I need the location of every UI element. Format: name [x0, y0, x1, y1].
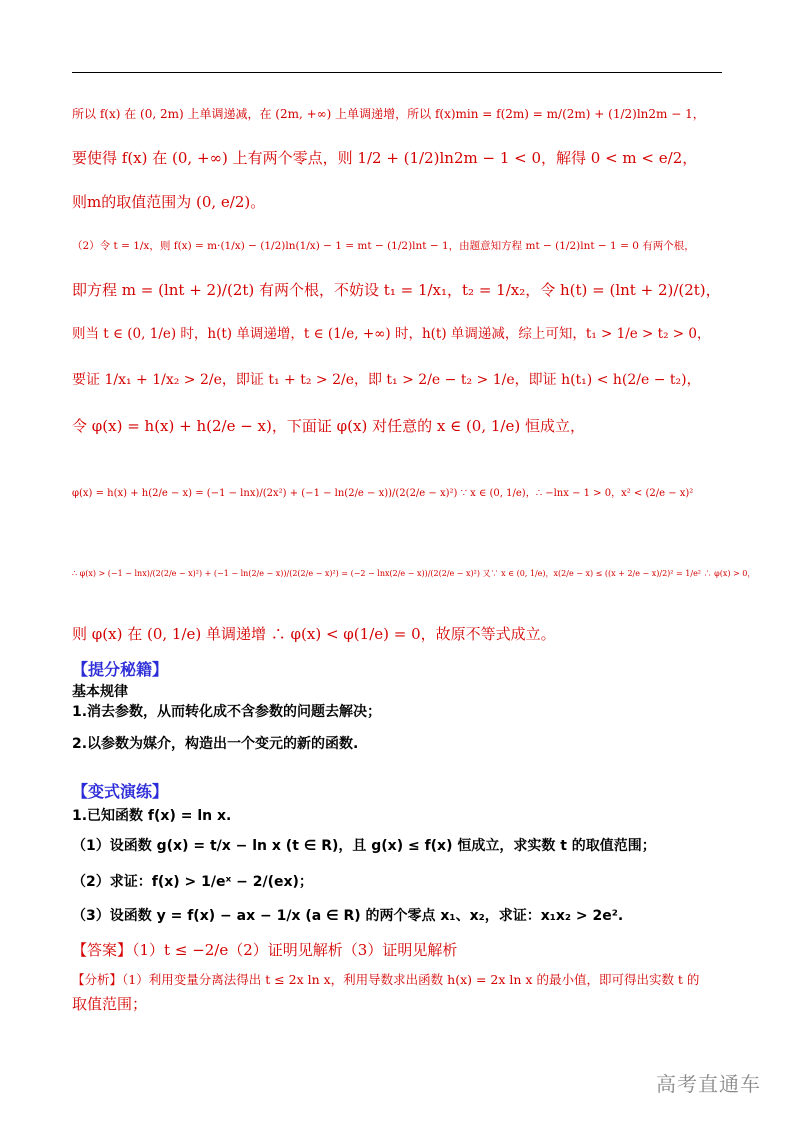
solution-line-3: 则m的取值范围为 (0, e/2)。: [72, 193, 266, 211]
rule-1: 1.消去参数，从而转化成不含参数的问题去解决；: [72, 704, 382, 720]
answer-tag: 【答案】: [72, 941, 133, 959]
question-intro: 1.已知函数 f(x) = ln x.: [72, 808, 232, 824]
section-title-practice: 【变式演练】: [72, 782, 169, 801]
solution-line-5: 即方程 m = (lnt + 2)/(2t) 有两个根，不妨设 t₁ = 1/x₁，t₂ = 1/x₂，令 h(t) = (lnt + 2)/(2t)，: [72, 281, 721, 299]
section-title-tips: 【提分秘籍】: [72, 660, 169, 679]
solution-line-10: ∴ φ(x) > (−1 − lnx)/(2(2/e − x)²) + (−1 − ln(2/e − x))/(2(2/e − x)²) = (−2 − lnx(2/e − x))/(2(2/e − x)²) 又∵ x ∈ (0, 1/e)，x(2/e − x) ≤ ((x + 2/e − x)/2)² = 1/e² ∴ φ(x) > 0，: [72, 569, 756, 578]
answer-text: （1）t ≤ −2/e（2）证明见解析（3）证明见解析: [132, 941, 458, 959]
analysis-line-2: 取值范围；: [72, 995, 148, 1013]
question-part-2: （2）求证：f(x) > 1/eˣ − 2/(ex)；: [72, 874, 313, 890]
solution-line-8: 令 φ(x) = h(x) + h(2/e − x)，下面证 φ(x) 对任意的 x ∈ (0, 1/e) 恒成立，: [72, 417, 585, 435]
rules-heading: 基本规律: [72, 684, 128, 700]
question-part-3: （3）设函数 y = f(x) − ax − 1/x (a ∈ R) 的两个零点 x₁、x₂，求证：x₁x₂ > 2e².: [72, 908, 624, 924]
header-rule: [72, 72, 722, 73]
solution-line-1: 所以 f(x) 在 (0, 2m) 上单调递减，在 (2m, +∞) 上单调递增，所以 f(x)min = f(2m) = m/(2m) + (1/2)ln2m − 1，: [72, 107, 705, 121]
solution-line-6: 则当 t ∈ (0, 1/e) 时，h(t) 单调递增，t ∈ (1/e, +∞) 时，h(t) 单调递减，综上可知，t₁ > 1/e > t₂ > 0，: [72, 326, 711, 342]
solution-line-4: （2）令 t = 1/x，则 f(x) = m·(1/x) − (1/2)ln(1/x) − 1 = mt − (1/2)lnt − 1，由题意知方程 mt − (1/2)lnt − 1 = 0 有两个根，: [72, 240, 695, 252]
solution-line-7: 要证 1/x₁ + 1/x₂ > 2/e，即证 t₁ + t₂ > 2/e，即 t₁ > 2/e − t₂ > 1/e，即证 h(t₁) < h(2/e − t₂)，: [72, 372, 701, 388]
analysis-line: [72, 970, 699, 990]
analysis-tag: 【分析】: [72, 972, 123, 987]
solution-line-2: 要使得 f(x) 在 (0, +∞) 上有两个零点，则 1/2 + (1/2)ln2m − 1 < 0，解得 0 < m < e/2，: [72, 149, 698, 167]
watermark: 高考直通车: [656, 1072, 761, 1096]
solution-line-9: φ(x) = h(x) + h(2/e − x) = (−1 − lnx)/(2x²) + (−1 − ln(2/e − x))/(2(2/e − x)²) ∵ x ∈ (0, 1/e)，∴ −lnx − 1 > 0，x² < (2/e − x)²: [72, 488, 694, 499]
analysis-text: （1）利用变量分离法得出 t ≤ 2x ln x，利用导数求出函数 h(x) = 2x ln x 的最小值，即可得出实数 t 的: [122, 972, 700, 987]
solution-line-11: 则 φ(x) 在 (0, 1/e) 单调递增 ∴ φ(x) < φ(1/e) = 0，故原不等式成立。: [72, 625, 556, 643]
rule-2: 2.以参数为媒介，构造出一个变元的新的函数.: [72, 736, 359, 752]
question-part-1: （1）设函数 g(x) = t/x − ln x (t ∈ R)，且 g(x) ≤ f(x) 恒成立，求实数 t 的取值范围；: [72, 838, 656, 854]
answer-line: [72, 940, 457, 960]
